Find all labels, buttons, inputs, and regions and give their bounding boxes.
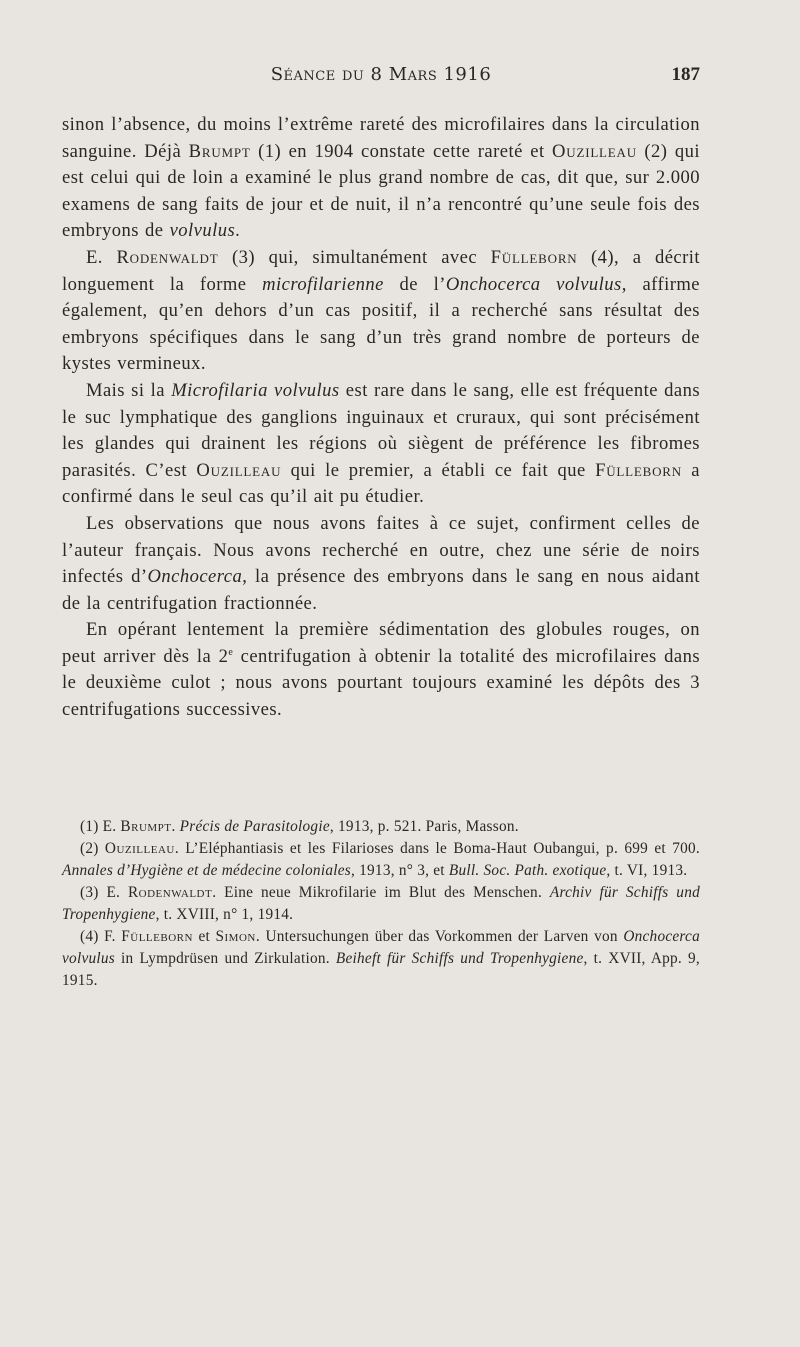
paragraph-5 — [62, 617, 700, 723]
author-name: Rodenwaldt — [127, 884, 213, 901]
text-run: , t. XVIII, n° 1, 1914. — [155, 906, 294, 923]
superscript: e — [228, 646, 234, 658]
text-run: (1) en 1904 constate cette rareté et — [250, 140, 553, 162]
species-name: volvulus — [169, 220, 236, 242]
text-run: (3) E. — [80, 884, 128, 901]
species-name: Microfilaria volvulus — [171, 379, 340, 401]
text-run: Mais si la — [86, 379, 172, 401]
text-run: Les observations que nous avons faites à ce sujet, confirment celles de l’auteur français. Nous avons recherché en outre, chez une série de noirs infectés d’ — [62, 512, 700, 588]
text-run: . — [171, 818, 180, 835]
text-run: sinon l’absence, du moins l’extrême rareté des microfilaires dans la circulation sanguine. Déjà — [62, 114, 700, 162]
journal-title: Bull. Soc. Path. exotique — [448, 862, 607, 879]
paragraph-1 — [62, 112, 700, 245]
text-run: qui le premier, a établi ce fait que — [281, 459, 596, 481]
text-run: (4) F. — [80, 928, 122, 945]
species-name: Onchocerca volvulus — [445, 273, 622, 295]
page-number: 187 — [671, 64, 700, 85]
text-run: a confirmé dans le seul cas qu’il ait pu étudier. — [62, 459, 700, 508]
species-name: Onchocerca volvulus — [62, 928, 700, 967]
book-title: Précis de Parasitologie — [179, 818, 330, 835]
running-title: Séance du 8 Mars 1916 — [270, 64, 492, 85]
text-run: E. — [86, 246, 117, 268]
text-run: , 1913, p. 521. Paris, Masson. — [329, 818, 519, 835]
text-run: . — [235, 220, 241, 242]
author-name: Ouzilleau — [552, 140, 637, 162]
text-run: , la présence des embryons dans le sang en nous aidant de la centrifugation fractionnée. — [62, 566, 700, 614]
text-run: . L’Eléphantiasis et les Filarioses dans le Boma-Haut Oubangui, p. 699 et 700. — [174, 840, 700, 857]
text-run: in Lympdrüsen und Zirkulation. — [114, 950, 336, 967]
text-run: , t. VI, 1913. — [606, 862, 688, 879]
footnote-4 — [62, 926, 700, 992]
author-name: Ouzilleau — [104, 840, 175, 857]
author-name: Fülleborn — [490, 246, 578, 268]
page-header — [62, 64, 700, 94]
text-run: (3) qui, simultanément avec — [218, 246, 491, 268]
journal-title: Beiheft für Schiffs und Tropenhygiene — [335, 950, 584, 967]
paragraph-2 — [62, 245, 700, 378]
paragraph-3 — [62, 378, 700, 511]
author-name: Simon — [215, 928, 256, 945]
text-run: (2) — [80, 840, 105, 857]
journal-title: Archiv für Schiffs und Tropenhygiene — [62, 884, 700, 923]
text-run: (2) qui est celui qui de loin a examiné le plus grand nombre de cas, dit que, sur 2.000 examens de sang faits de jour et de nuit, il n’a rencontré qu’une seule fois des embryons de — [62, 140, 700, 242]
footnote-3 — [62, 882, 700, 926]
text-run: est rare dans le sang, elle est fréquente dans le suc lymphatique des ganglions inguinaux et cruraux, qui sont précisément les glandes qui drainent les régions où siègent de préférence les fibromes parasités. C’est — [62, 379, 700, 481]
text-run: (1) E. — [80, 818, 121, 835]
author-name: Brumpt — [188, 140, 251, 162]
text-run: En opérant lentement la première sédimentation des globules rouges, on peut arriver dès la 2 — [62, 619, 700, 667]
text-run: de l’ — [383, 273, 446, 295]
author-name: Fülleborn — [121, 928, 193, 945]
author-name: Rodenwaldt — [116, 246, 219, 268]
text-run: centrifugation à obtenir la totalité des microfilaires dans le deuxième culot ; nous avons pourtant toujours examiné les dépôts des 3 centrifugations successives. — [62, 645, 701, 721]
text-run: , t. XVII, App. 9, 1915. — [62, 950, 700, 989]
term-italic: microfilarienne — [262, 273, 384, 295]
text-run: . Eine neue Mikrofilarie im Blut des Menschen. — [212, 884, 550, 901]
body-text — [62, 112, 700, 724]
paragraph-4 — [62, 511, 700, 617]
author-name: Ouzilleau — [196, 459, 282, 481]
footnote-1 — [62, 816, 700, 838]
author-name: Brumpt — [120, 818, 172, 835]
text-run: , 1913, n° 3, et — [350, 862, 449, 879]
text-run: (4), a décrit longuement la forme — [62, 246, 700, 295]
text-run: et — [192, 928, 216, 945]
author-name: Fülleborn — [595, 459, 682, 481]
footnote-2 — [62, 838, 700, 882]
journal-title: Annales d’Hygiène et de médecine coloniales — [62, 862, 351, 879]
text-run: , affirme également, qu’en dehors d’un cas positif, il a recherché sans résultat des embryons spécifiques dans le sang d’un très grand nombre de porteurs de kystes vermineux. — [62, 273, 700, 375]
species-name: Onchocerca — [147, 566, 243, 588]
footnotes — [62, 816, 700, 992]
text-run: . Untersuchungen über das Vorkommen der Larven von — [255, 928, 624, 945]
